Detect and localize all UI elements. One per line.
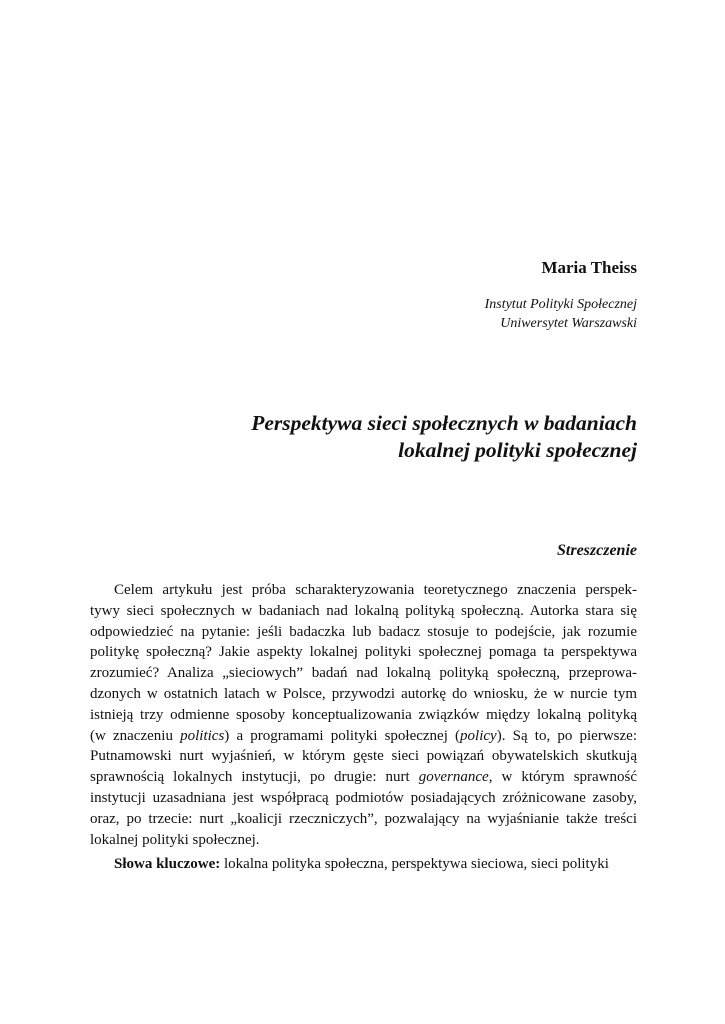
abstract-line: dzonych w ostatnich latach w Polsce, przywodzi autorkę do wniosku, że w nurcie tym [90, 685, 637, 702]
abstract-line: lokalnej polityki społecznej. [90, 831, 260, 848]
abstract-line: (w znaczeniu politics) a programami polityki społecznej (policy). Są to, po pierwsze: [90, 727, 637, 744]
abstract-line: Celem artykułu jest próba scharakteryzowania teoretycznego znaczenia perspek- [114, 582, 637, 598]
abstract-line: politykę społeczną? Jakie aspekty lokalnej polityki społecznej pomaga ta perspektywa [90, 644, 637, 661]
keywords [114, 856, 609, 873]
abstract-line: Putnamowski nurt wyjaśnień, w którym gęste sieci powiązań obywatelskich skutkują [90, 748, 637, 765]
abstract-line: istnieją trzy odmienne sposoby konceptualizowania związków między lokalną polityką [90, 706, 637, 723]
affiliation-institute: Instytut Polityki Społecznej [484, 297, 637, 312]
abstract-line: odpowiedzieć na pytanie: jeśli badaczka lub badacz stosuje to podejście, jak rozumie [90, 623, 637, 640]
keywords-text: lokalna polityka społeczna, perspektywa sieciowa, sieci polityki [224, 856, 609, 872]
abstract-line: oraz, po trzecie: nurt „koalicji rzeczniczych”, pozwalający na wyjaśnianie także treści [90, 810, 637, 827]
article-title-line-1: Perspektywa sieci społecznych w badaniach [251, 411, 637, 435]
article-title [117, 410, 637, 464]
abstract-line: instytucji uzasadniana jest współpracą podmiotów posiadających zróżnicowane zasoby, [90, 789, 637, 806]
author-name: Maria Theiss [541, 258, 637, 277]
abstract-line: zrozumieć? Analiza „sieciowych” badań nad lokalną polityką społeczną, przeprowa- [90, 665, 637, 682]
affiliation [485, 295, 637, 333]
affiliation-university: Uniwersytet Warszawski [500, 316, 637, 331]
abstract-body [90, 580, 637, 850]
abstract-line: sprawnością lokalnych instytucji, po drugie: nurt governance, w którym sprawność [90, 769, 638, 786]
article-title-line-2: lokalnej polityki społecznej [398, 438, 637, 462]
abstract-heading: Streszczenie [557, 542, 637, 559]
abstract-line: tywy sieci społecznych w badaniach nad lokalną polityką społeczną. Autorka stara się [90, 602, 637, 619]
keywords-label: Słowa kluczowe: [114, 856, 221, 872]
